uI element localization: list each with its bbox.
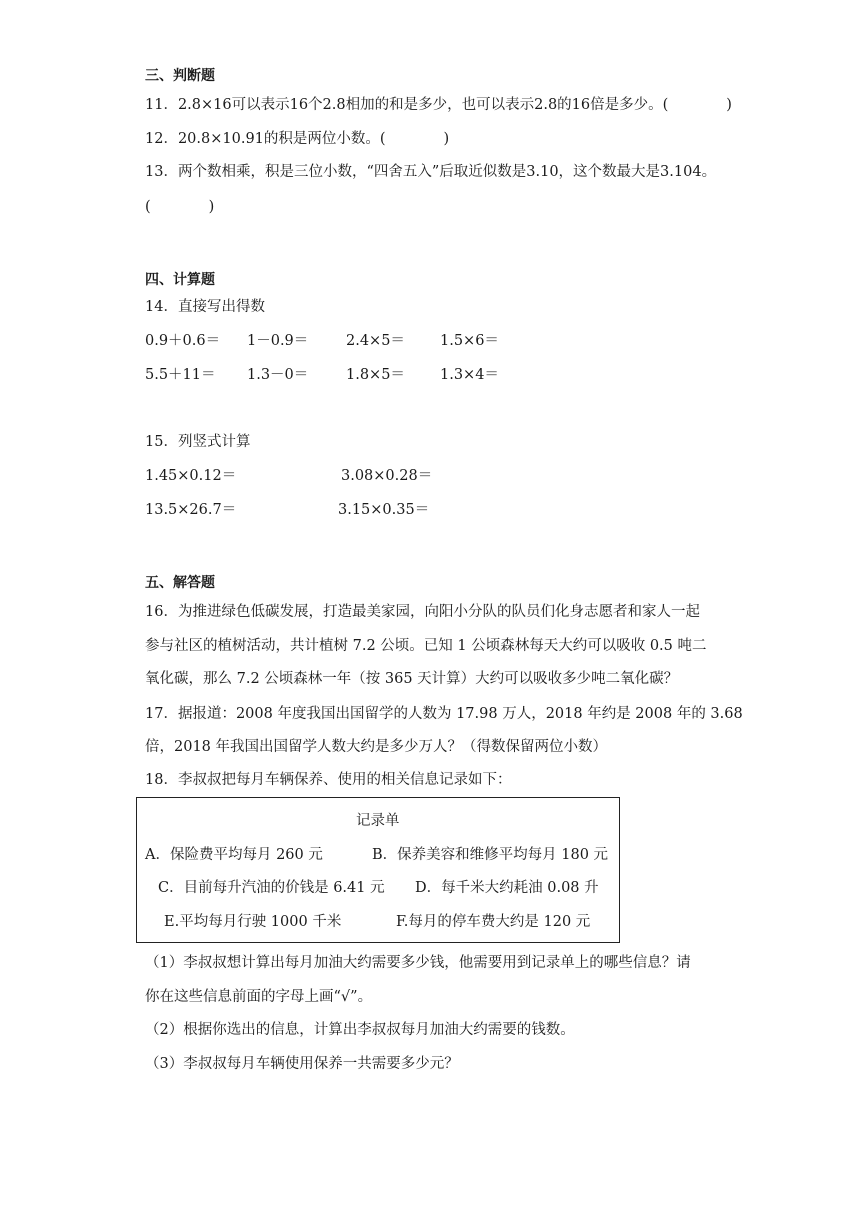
section-heading-solutions: 五、解答题 — [145, 575, 215, 591]
vertical-calc-item: 3.15×0.35＝ — [338, 502, 430, 518]
record-item-c: C．目前每升汽油的价钱是 6.41 元 — [158, 880, 385, 896]
question-13: 13．两个数相乘，积是三位小数，“四舍五入”后取近似数是3.10，这个数最大是3.104。 — [145, 164, 717, 180]
calc-item: 1.5×6＝ — [440, 333, 499, 349]
question-18-part-2: （2）根据你选出的信息，计算出李叔叔每月加油大约需要的钱数。 — [145, 1022, 575, 1038]
question-18-part-1-continued: 你在这些信息前面的字母上画“√”。 — [145, 989, 373, 1005]
question-18-part-1: （1）李叔叔想计算出每月加油大约需要多少钱，他需要用到记录单上的哪些信息？请 — [145, 955, 691, 971]
record-item-e: E.平均每月行驶 1000 千米 — [164, 914, 342, 930]
question-16-line: 参与社区的植树活动，共计植树 7.2 公顷。已知 1 公顷森林每天大约可以吸收 0.5 吨二 — [145, 638, 707, 654]
question-12: 12．20.8×10.91的积是两位小数。( ) — [145, 131, 450, 147]
calc-item: 1－0.9＝ — [247, 333, 309, 349]
record-item-b: B．保养美容和维修平均每月 180 元 — [372, 847, 609, 863]
question-16-line: 16．为推进绿色低碳发展，打造最美家园，向阳小分队的队员们化身志愿者和家人一起 — [145, 604, 700, 620]
calc-item: 0.9＋0.6＝ — [145, 333, 221, 349]
question-11: 11．2.8×16可以表示16个2.8相加的和是多少，也可以表示2.8的16倍是多少。( ) — [145, 97, 732, 113]
section-heading-judgment: 三、判断题 — [145, 68, 215, 84]
vertical-calc-item: 3.08×0.28＝ — [341, 468, 433, 484]
question-17-line: 倍，2018 年我国出国留学人数大约是多少万人？（得数保留两位小数） — [145, 739, 608, 755]
calc-item: 1.3－0＝ — [247, 367, 309, 383]
question-18-part-3: （3）李叔叔每月车辆使用保养一共需要多少元？ — [145, 1056, 459, 1072]
question-18-intro: 18．李叔叔把每月车辆保养、使用的相关信息记录如下： — [145, 772, 512, 788]
calc-item: 2.4×5＝ — [346, 333, 405, 349]
question-13-answer-bracket: ( ) — [145, 199, 215, 215]
question-16-line: 氧化碳，那么 7.2 公顷森林一年（按 365 天计算）大约可以吸收多少吨二氧化碳？ — [145, 671, 679, 687]
calc-item: 5.5＋11＝ — [145, 367, 216, 383]
calc-item: 1.8×5＝ — [346, 367, 405, 383]
record-item-f: F.每月的停车费大约是 120 元 — [396, 914, 591, 930]
vertical-calc-item: 13.5×26.7＝ — [145, 502, 237, 518]
calc-item: 1.3×4＝ — [440, 367, 499, 383]
record-title: 记录单 — [356, 813, 400, 829]
question-15-title: 15．列竖式计算 — [145, 434, 251, 450]
record-item-d: D．每千米大约耗油 0.08 升 — [415, 880, 599, 896]
vertical-calc-item: 1.45×0.12＝ — [145, 468, 237, 484]
section-heading-calculation: 四、计算题 — [145, 272, 215, 288]
record-item-a: A．保险费平均每月 260 元 — [145, 847, 323, 863]
question-14-title: 14．直接写出得数 — [145, 299, 265, 315]
question-17-line: 17．据报道：2008 年度我国出国留学的人数为 17.98 万人，2018 年约是 2008 年的 3.68 — [145, 706, 743, 722]
